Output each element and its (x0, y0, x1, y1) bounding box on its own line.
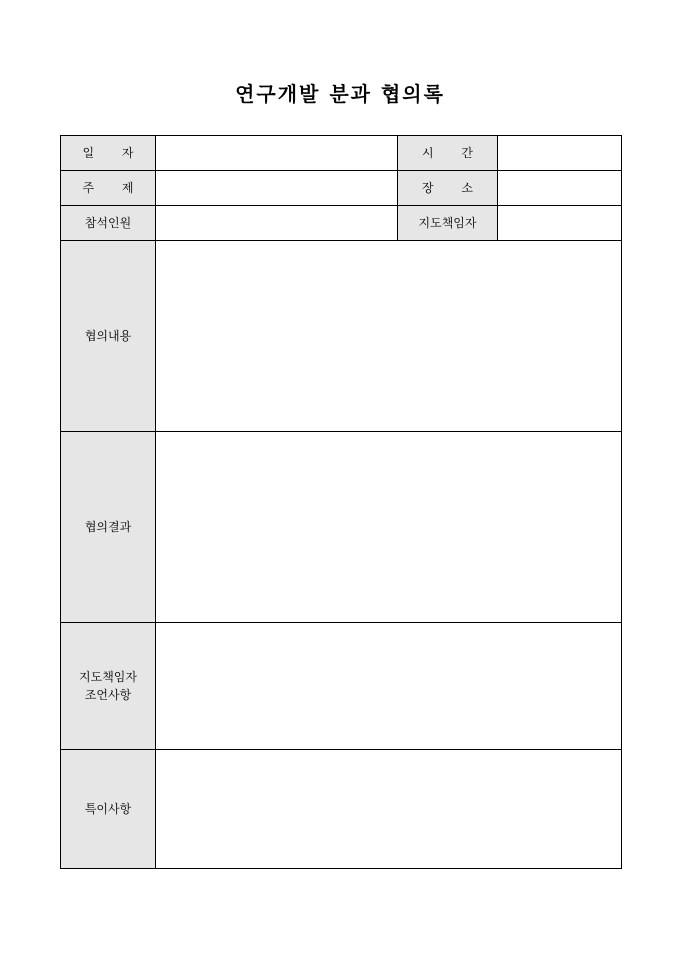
advice-value-cell[interactable] (156, 623, 622, 750)
result-label: 협의결과 (84, 520, 132, 534)
result-value-cell[interactable] (156, 432, 622, 623)
row-attendees-supervisor (61, 206, 622, 241)
advice-label-line2: 조언사항 (84, 688, 132, 702)
date-label-cell (61, 136, 156, 171)
subject-value-cell[interactable] (156, 171, 398, 206)
place-label-cell (398, 171, 498, 206)
supervisor-value-cell[interactable] (498, 206, 622, 241)
row-date-time (61, 136, 622, 171)
advice-label-line1: 지도책임자 (79, 670, 137, 684)
discussion-value-cell[interactable] (156, 241, 622, 432)
place-label: 장 소 (422, 181, 485, 195)
attendees-value-cell[interactable] (156, 206, 398, 241)
row-subject-place (61, 171, 622, 206)
document-title: 연구개발 분과 협의록 (235, 82, 445, 106)
supervisor-label: 지도책임자 (418, 216, 477, 230)
attendees-label: 참석인원 (84, 216, 132, 230)
place-value-cell[interactable] (498, 171, 622, 206)
remarks-value-cell[interactable] (156, 750, 622, 869)
subject-label-cell (61, 171, 156, 206)
attendees-label-cell (61, 206, 156, 241)
date-label: 일 자 (82, 146, 146, 160)
minutes-form-table (60, 135, 622, 869)
remarks-label-cell (61, 750, 156, 869)
time-value-cell[interactable] (498, 136, 622, 171)
remarks-label: 특이사항 (84, 802, 132, 816)
row-result (61, 432, 622, 623)
discussion-label: 협의내용 (84, 329, 132, 343)
date-value-cell[interactable] (156, 136, 398, 171)
supervisor-label-cell (398, 206, 498, 241)
advice-label-cell (61, 623, 156, 750)
result-label-cell (61, 432, 156, 623)
time-label-cell (398, 136, 498, 171)
row-remarks (61, 750, 622, 869)
row-advice (61, 623, 622, 750)
time-label: 시 간 (422, 146, 485, 160)
discussion-label-cell (61, 241, 156, 432)
subject-label: 주 제 (82, 181, 146, 195)
row-discussion (61, 241, 622, 432)
